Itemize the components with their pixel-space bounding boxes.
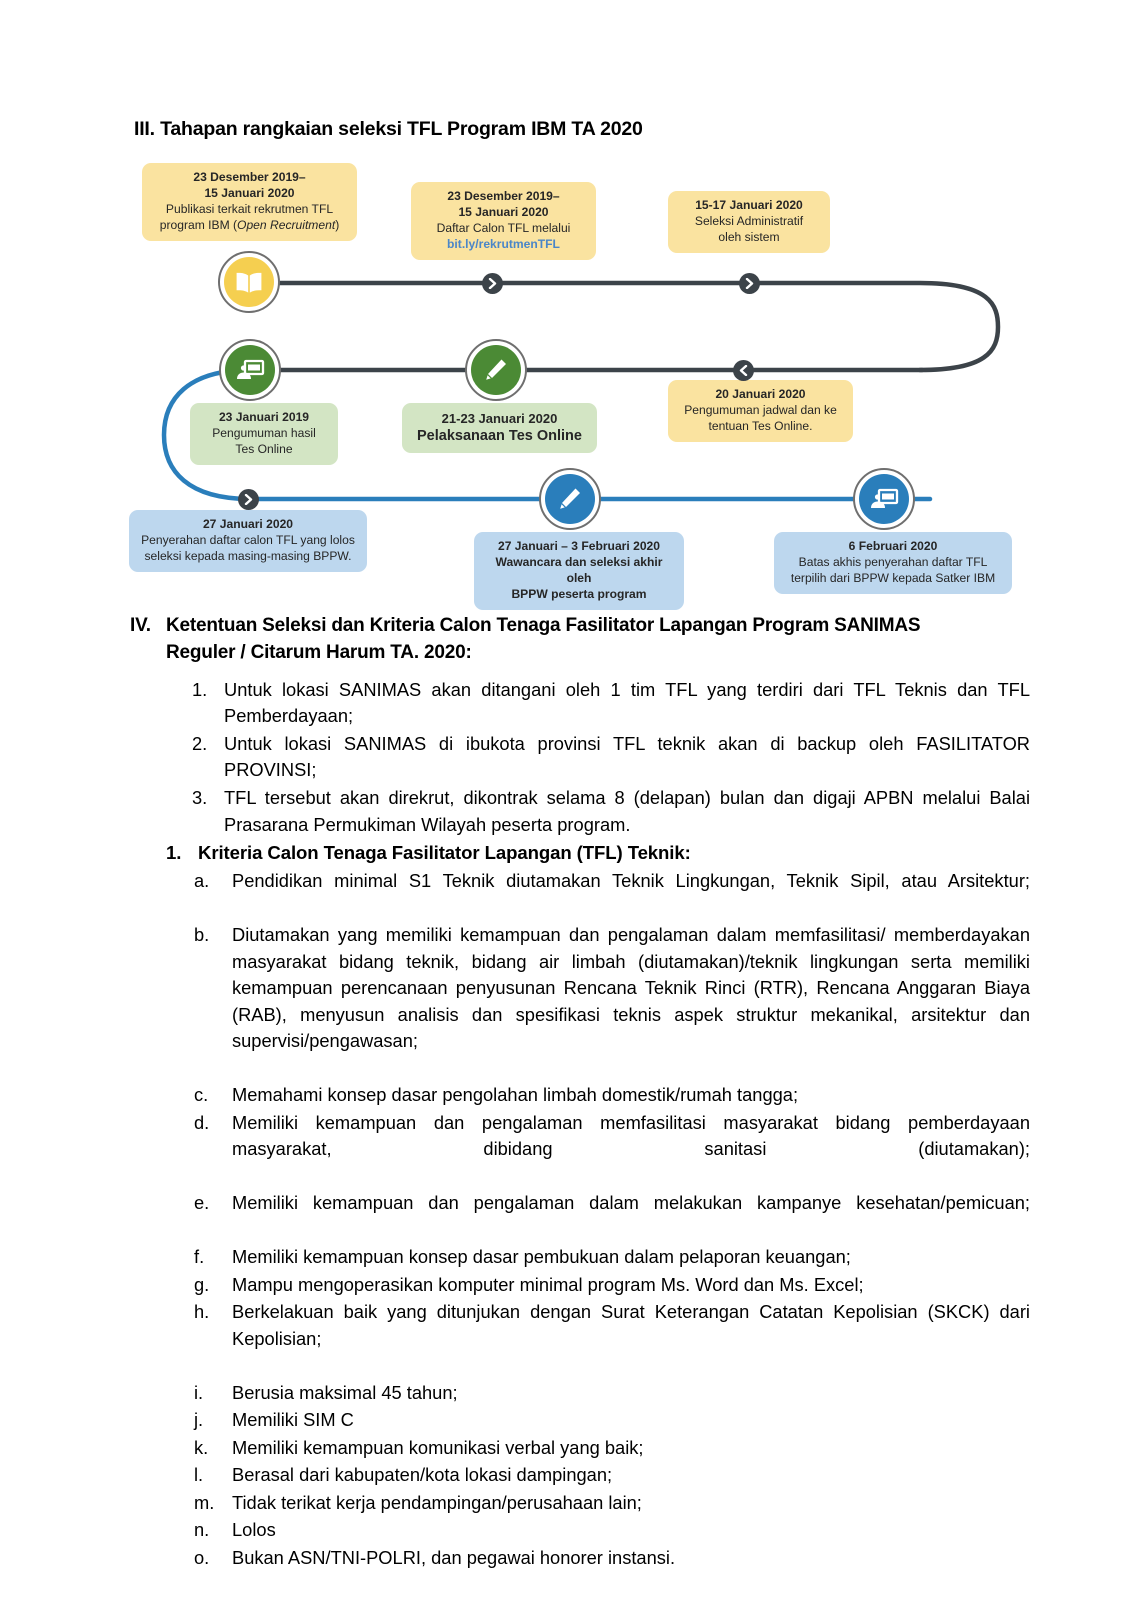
arrow-right-marker-1 — [482, 273, 503, 294]
flowchart-timeline — [130, 155, 1010, 600]
arrow-left-marker-1 — [733, 360, 754, 381]
list-text: Berusia maksimal 45 tahun; — [232, 1381, 458, 1403]
presentation-icon — [869, 487, 899, 512]
book-icon — [235, 271, 263, 294]
criteria-list — [194, 868, 1030, 1571]
callout-batas-akhir: 6 Februari 2020 Batas akhis penyerahan daftar TFL terpilih dari BPPW kepada Satker IBM — [774, 532, 1012, 594]
list-marker: 1. — [192, 678, 208, 700]
list-text: Memiliki kemampuan dan pengalaman memfasilitasi masyarakat bidang pemberdayaan masyarakat, dibidang sanitasi (diutamakan); — [232, 1111, 1030, 1160]
list-item — [194, 1407, 1030, 1434]
node-icon-publikasi — [218, 251, 280, 313]
list-item — [194, 1462, 1030, 1489]
list-marker: n. — [194, 1519, 210, 1541]
list-marker: k. — [194, 1436, 209, 1458]
section-4 — [130, 613, 1030, 1572]
list-text: Memiliki SIM C — [232, 1409, 354, 1431]
list-text: Diutamakan yang memiliki kemampuan dan pengalaman dalam memfasilitasi/ memberdayakan masyarakat bidang teknik, bidang air limbah (diutamakan)/teknik lingkungan serta memiliki kemampuan perencanaan penyusunan Rencana Teknik Rinci (RTR), Rencana Anggaran Biaya (RAB), menyusun analisis dan spesifikasi teknis aspek struktur mekanikal, arsitektur dan supervisi/pengawasan; — [232, 924, 1030, 1052]
numbered-list — [192, 677, 1030, 838]
list-text: Pendidikan minimal S1 Teknik diutamakan Teknik Lingkungan, Teknik Sipil, atau Arsitektur; — [232, 869, 1030, 891]
list-text: Tidak terikat kerja pendampingan/perusahaan lain; — [232, 1491, 642, 1513]
list-text: Bukan ASN/TNI-POLRI, dan pegawai honorer instansi. — [232, 1546, 676, 1568]
list-item — [194, 1110, 1030, 1190]
list-marker: c. — [194, 1084, 209, 1106]
list-marker: l. — [194, 1464, 204, 1486]
criteria-heading — [166, 840, 1030, 867]
node-icon-wawancara — [539, 468, 601, 530]
callout-wawancara: 27 Januari – 3 Februari 2020 Wawancara dan seleksi akhir oleh BPPW peserta program — [474, 532, 684, 610]
list-item — [192, 731, 1030, 784]
list-item — [192, 677, 1030, 730]
list-marker: f. — [194, 1246, 205, 1268]
callout-pengumuman-jadwal: 20 Januari 2020 Pengumuman jadwal dan ke tentuan Tes Online. — [668, 380, 853, 442]
list-text: Memiliki kemampuan konsep dasar pembukuan dalam pelaporan keuangan; — [232, 1246, 851, 1268]
list-item — [194, 1272, 1030, 1299]
list-item — [194, 1545, 1030, 1572]
callout-daftar-calon: 23 Desember 2019– 15 Januari 2020 Daftar Calon TFL melalui bit.ly/rekrutmenTFL — [411, 182, 596, 260]
list-item — [194, 1082, 1030, 1109]
list-marker: b. — [194, 924, 210, 946]
list-marker: a. — [194, 869, 210, 891]
list-text: Mampu mengoperasikan komputer minimal program Ms. Word dan Ms. Excel; — [232, 1273, 864, 1295]
pencil-icon — [483, 357, 509, 383]
list-marker: d. — [194, 1111, 210, 1133]
list-item — [194, 1190, 1030, 1243]
node-icon-batas-akhir — [853, 468, 915, 530]
presentation-icon — [235, 358, 265, 383]
arrow-right-marker-3 — [238, 489, 259, 510]
callout-publikasi: 23 Desember 2019– 15 Januari 2020 Publikasi terkait rekrutmen TFL program IBM (Open Recruitment) — [142, 163, 357, 241]
callout-seleksi-administratif: 15-17 Januari 2020 Seleksi Administratif oleh sistem — [668, 191, 830, 253]
list-text: Memahami konsep dasar pengolahan limbah domestik/rumah tangga; — [232, 1084, 799, 1106]
list-marker: e. — [194, 1192, 210, 1214]
list-marker: h. — [194, 1301, 210, 1323]
list-item — [194, 1244, 1030, 1271]
list-text: Memiliki kemampuan dan pengalaman dalam melakukan kampanye kesehatan/pemicuan; — [232, 1192, 1030, 1214]
rekrutmen-link[interactable]: bit.ly/rekrutmenTFL — [447, 236, 560, 251]
list-text: Untuk lokasi SANIMAS di ibukota provinsi TFL teknik akan di backup oleh FASILITATOR PROVINSI; — [224, 732, 1030, 781]
list-item — [194, 922, 1030, 1081]
list-text: Untuk lokasi SANIMAS akan ditangani oleh 1 tim TFL yang terdiri dari TFL Teknis dan TFL Pemberdayaan; — [224, 678, 1030, 727]
node-icon-pelaksanaan-tes — [465, 339, 527, 401]
callout-pelaksanaan-tes: 21-23 Januari 2020 Pelaksanaan Tes Online — [402, 403, 597, 453]
list-item — [194, 1435, 1030, 1462]
list-item — [194, 1490, 1030, 1517]
list-item — [194, 868, 1030, 921]
list-text: Memiliki kemampuan komunikasi verbal yang baik; — [232, 1436, 644, 1458]
list-text: Lolos — [232, 1519, 276, 1541]
list-item — [194, 1517, 1030, 1544]
list-item — [194, 1299, 1030, 1379]
section-4-number: IV. — [130, 615, 151, 636]
list-marker: 2. — [192, 732, 208, 754]
section-4-heading-line-1: Ketentuan Seleksi dan Kriteria Calon Tenaga Fasilitator Lapangan Program SANIMAS — [166, 615, 921, 636]
section-4-heading — [130, 613, 1030, 667]
list-marker: m. — [194, 1491, 215, 1513]
list-text: TFL tersebut akan direkrut, dikontrak selama 8 (delapan) bulan dan digaji APBN melalui Balai Prasarana Permukiman Wilayah peserta program. — [224, 787, 1030, 835]
list-marker: o. — [194, 1546, 210, 1568]
list-item — [192, 785, 1030, 838]
list-text: Berkelakuan baik yang ditunjukan dengan Surat Keterangan Catatan Kepolisian (SKCK) dari Kepolisian; — [232, 1301, 1030, 1349]
list-marker: 3. — [192, 787, 208, 808]
arrow-right-marker-2 — [739, 273, 760, 294]
callout-penyerahan-daftar: 27 Januari 2020 Penyerahan daftar calon TFL yang lolos seleksi kepada masing-masing BPPW. — [129, 510, 367, 572]
list-item — [194, 1380, 1030, 1407]
pencil-icon — [557, 486, 583, 512]
list-marker: g. — [194, 1273, 210, 1295]
criteria-heading-marker: 1. — [166, 842, 182, 864]
list-marker: i. — [194, 1381, 204, 1403]
criteria-heading-text: Kriteria Calon Tenaga Fasilitator Lapangan (TFL) Teknik: — [198, 842, 691, 864]
section-4-heading-line-2: Reguler / Citarum Harum TA. 2020: — [166, 641, 472, 663]
list-marker: j. — [194, 1409, 204, 1431]
callout-pengumuman-hasil: 23 Januari 2019 Pengumuman hasil Tes Online — [190, 403, 338, 465]
section-3-heading: III. Tahapan rangkaian seleksi TFL Program IBM TA 2020 — [134, 118, 643, 140]
list-text: Berasal dari kabupaten/kota lokasi dampingan; — [232, 1464, 613, 1486]
node-icon-pengumuman-hasil — [219, 339, 281, 401]
